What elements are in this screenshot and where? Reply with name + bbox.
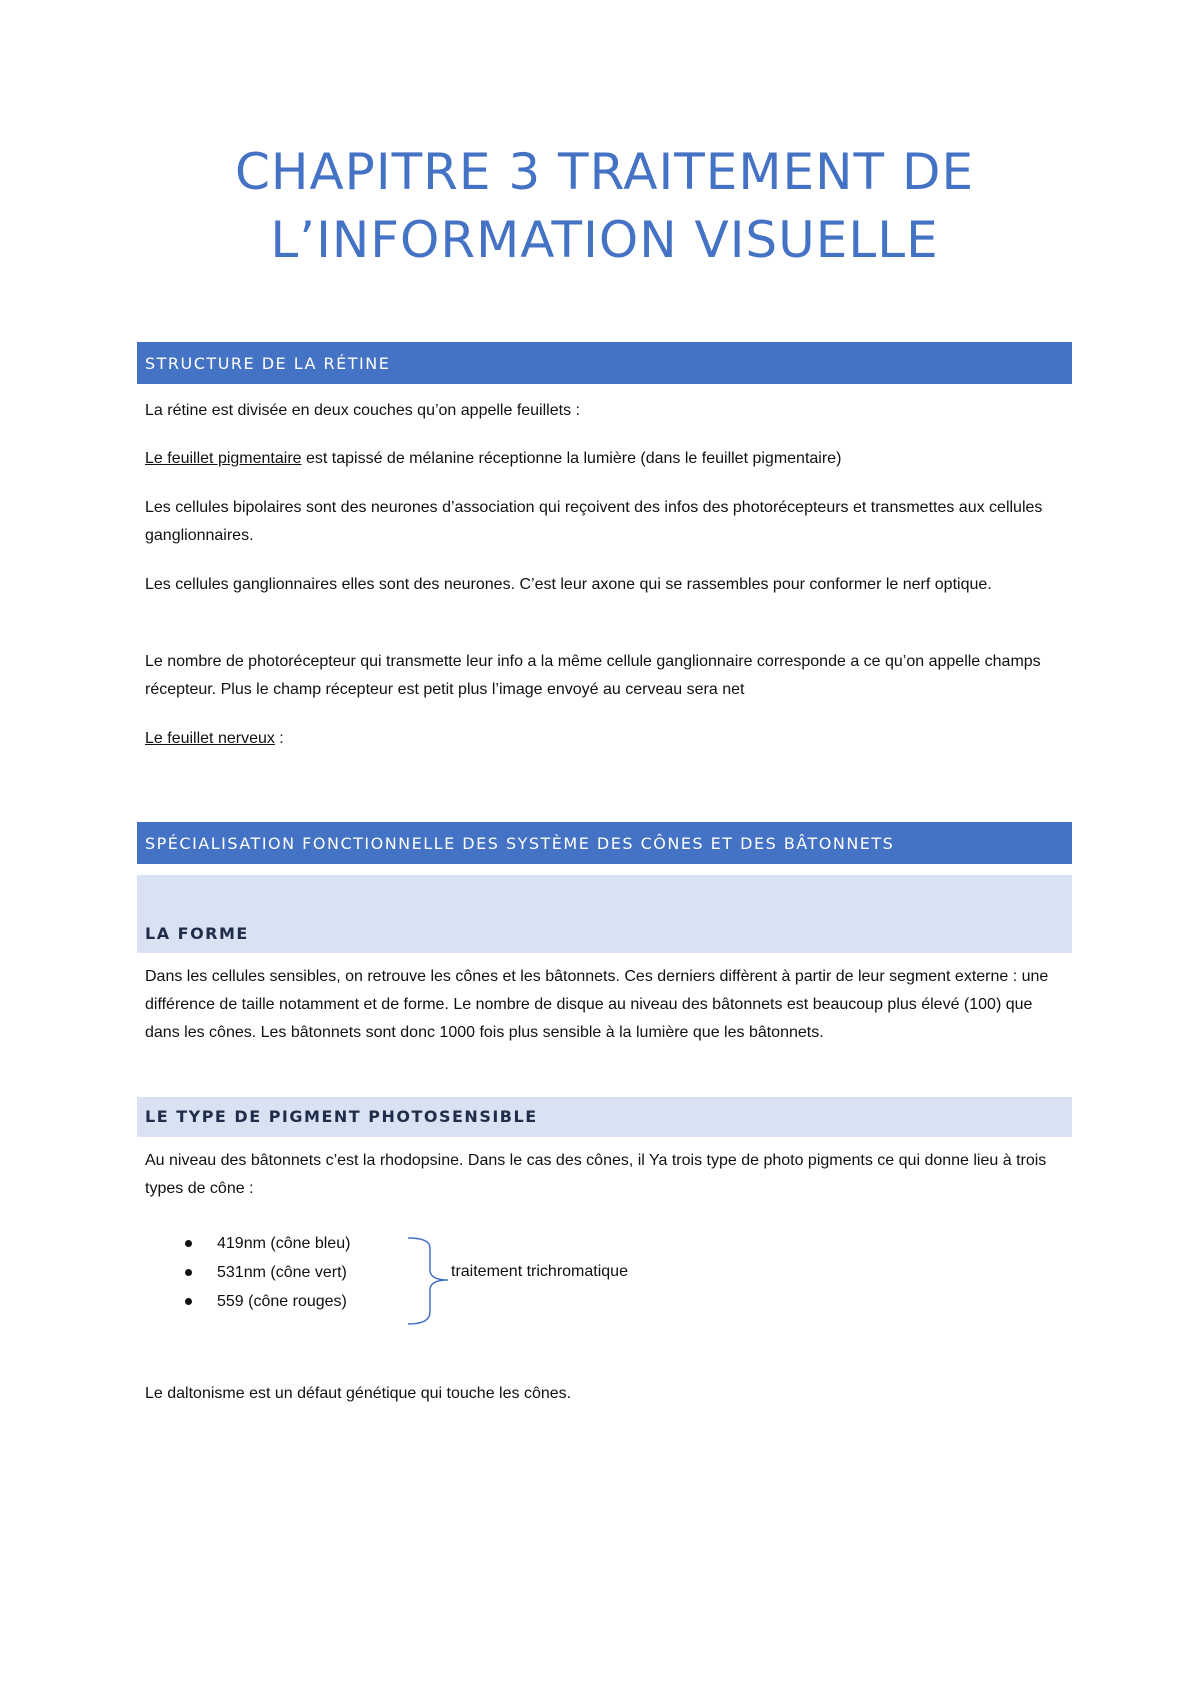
feuillet-nerveux-colon: : — [274, 730, 284, 747]
paragraph-cellules-bipolaires: Les cellules bipolaires sont des neurones d’association qui reçoivent des infos des photorécepteurs et transmettes aux cellules ganglionnaires. — [145, 499, 1043, 544]
bullet-icon — [185, 1298, 192, 1305]
list-item — [145, 1287, 645, 1316]
paragraph-retine-feuillets: La rétine est divisée en deux couches qu’on appelle feuillets : — [145, 402, 580, 419]
bullet-icon — [185, 1269, 192, 1276]
list-item — [145, 1229, 645, 1258]
document-title — [137, 138, 1072, 274]
title-line-1: CHAPITRE 3 TRAITEMENT DE — [234, 143, 975, 201]
subheading-type-pigment: LE TYPE DE PIGMENT PHOTOSENSIBLE — [137, 1097, 1072, 1137]
paragraph-daltonisme: Le daltonisme est un défaut génétique qui touche les cônes. — [145, 1385, 572, 1402]
paragraph-type-pigment: Au niveau des bâtonnets c’est la rhodopsine. Dans le cas des cônes, il Ya trois type de photo pigments ce qui donne lieu à trois types de cône : — [145, 1152, 1047, 1197]
list-item-text: 531nm (cône vert) — [217, 1264, 347, 1281]
paragraph-champs-recepteur: Le nombre de photorécepteur qui transmette leur info a la même cellule ganglionnaire corresponde a ce qu’on appelle champs récepteur. Plus le champ récepteur est petit plus l’image envoyé au cerveau sera net — [145, 653, 1041, 698]
feuillet-nerveux-term: Le feuillet nerveux — [145, 730, 275, 747]
subheading-la-forme-label: LA FORME — [145, 924, 249, 943]
curly-brace-icon — [406, 1236, 452, 1326]
section-heading-structure-retine: STRUCTURE DE LA RÉTINE — [137, 342, 1072, 384]
feuillet-pigmentaire-term: Le feuillet pigmentaire — [145, 450, 302, 467]
list-item-text: 559 (cône rouges) — [217, 1293, 347, 1310]
trichromatic-label: traitement trichromatique — [451, 1263, 628, 1280]
feuillet-pigmentaire-text: est tapissé de mélanine réceptionne la lumière (dans le feuillet pigmentaire) — [301, 450, 842, 467]
section-heading-specialisation: SPÉCIALISATION FONCTIONNELLE DES SYSTÈME DES CÔNES ET DES BÂTONNETS — [137, 822, 1072, 864]
paragraph-feuillet-pigmentaire — [145, 445, 1065, 473]
paragraph-feuillet-nerveux — [145, 725, 1065, 753]
paragraph-la-forme: Dans les cellules sensibles, on retrouve les cônes et les bâtonnets. Ces derniers diffèrent à partir de leur segment externe : une différence de taille notamment et de forme. Le nombre de disque au niveau des bâtonnets est beaucoup plus élevé (100) que dans les cônes. Les bâtonnets sont donc 1000 fois plus sensible à la lumière que les bâtonnets. — [145, 968, 1049, 1041]
bullet-icon — [185, 1240, 192, 1247]
paragraph-cellules-ganglionnaires: Les cellules ganglionnaires elles sont des neurones. C’est leur axone qui se rassembles pour conformer le nerf optique. — [145, 576, 992, 593]
title-line-2: L’INFORMATION VISUELLE — [270, 211, 939, 269]
subheading-la-forme — [137, 875, 1072, 953]
list-item-text: 419nm (cône bleu) — [217, 1235, 351, 1252]
